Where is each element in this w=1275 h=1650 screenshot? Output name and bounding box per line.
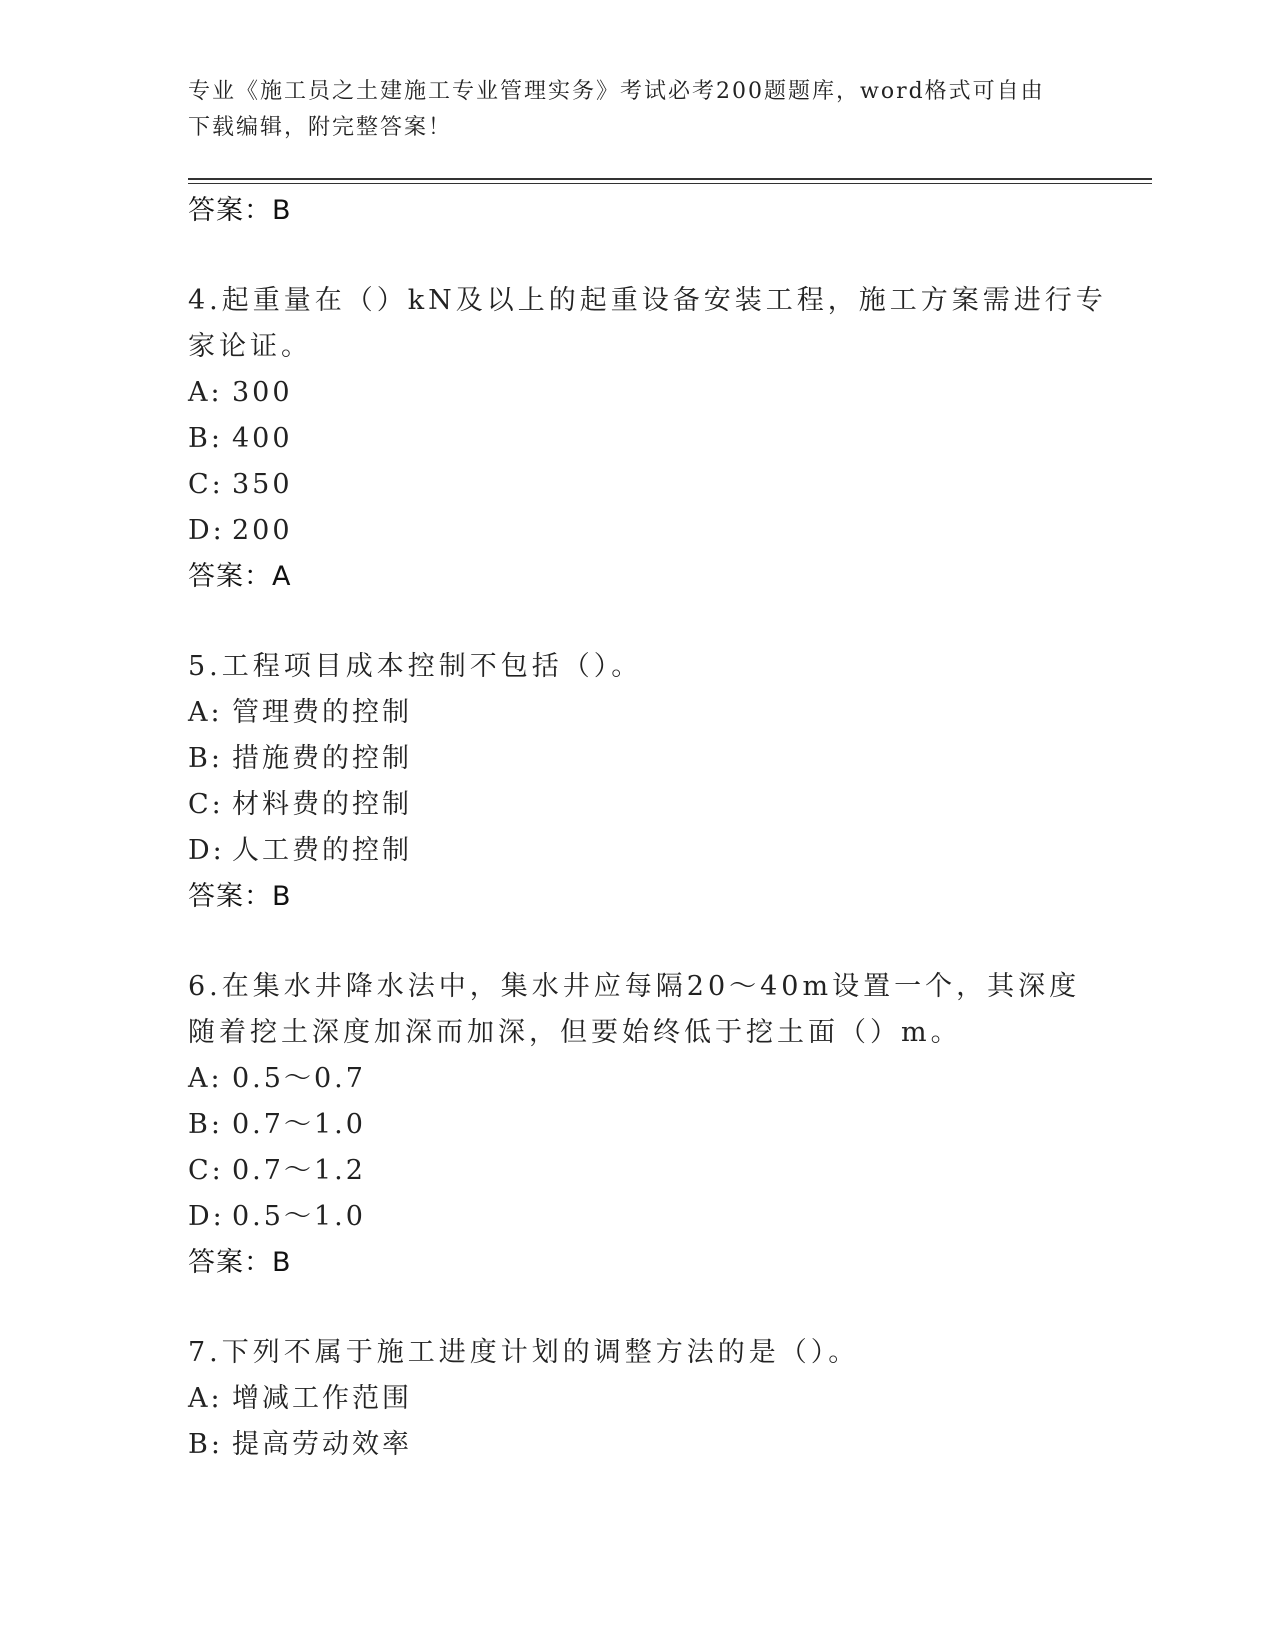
option-text: 管理费的控制: [232, 697, 412, 728]
option-text: 措施费的控制: [232, 743, 412, 774]
answer-line: 答案：B: [188, 1247, 292, 1278]
option-letter: B:: [188, 423, 223, 454]
question-item: [188, 1330, 1108, 1468]
option-b: [188, 416, 1108, 462]
option-text: 人工费的控制: [232, 835, 412, 866]
option-text: 0.7～1.0: [232, 1109, 366, 1140]
option-a: [188, 370, 1108, 416]
question-stem: 5.工程项目成本控制不包括（）。: [188, 651, 643, 682]
option-text: 200: [232, 515, 293, 546]
option-text: 400: [232, 423, 293, 454]
question-stem: 4.起重量在（）kN及以上的起重设备安装工程，施工方案需进行专家论证。: [188, 285, 1107, 362]
option-a: [188, 690, 1108, 736]
question-item: [188, 964, 1108, 1286]
header-rule-thick: [188, 178, 1152, 180]
option-text: 350: [232, 469, 293, 500]
option-d: [188, 1194, 1108, 1240]
question-item: [188, 278, 1108, 600]
option-letter: A:: [188, 1063, 223, 1094]
answer-line: 答案：B: [188, 195, 292, 226]
option-letter: C:: [188, 469, 224, 500]
option-letter: D:: [188, 515, 225, 546]
option-letter: A:: [188, 377, 223, 408]
option-text: 300: [232, 377, 293, 408]
option-letter: B:: [188, 1109, 223, 1140]
question-stem: 6.在集水井降水法中，集水井应每隔20～40m设置一个，其深度随着挖土深度加深而加深，但要始终低于挖土面（）m。: [188, 971, 1081, 1048]
option-letter: D:: [188, 1201, 225, 1232]
option-c: [188, 462, 1108, 508]
option-text: 0.7～1.2: [232, 1155, 366, 1186]
option-text: 材料费的控制: [232, 789, 412, 820]
option-letter: B:: [188, 743, 223, 774]
option-d: [188, 828, 1108, 874]
option-letter: D:: [188, 835, 225, 866]
option-a: [188, 1376, 1108, 1422]
option-letter: B:: [188, 1429, 223, 1460]
option-letter: A:: [188, 697, 223, 728]
option-letter: C:: [188, 789, 224, 820]
question-item: [188, 644, 1108, 920]
option-text: 0.5～1.0: [232, 1201, 366, 1232]
option-b: [188, 1422, 1108, 1468]
answer-line: 答案：B: [188, 881, 292, 912]
option-c: [188, 1148, 1108, 1194]
option-d: [188, 508, 1108, 554]
option-b: [188, 1102, 1108, 1148]
option-b: [188, 736, 1108, 782]
option-a: [188, 1056, 1108, 1102]
option-c: [188, 782, 1108, 828]
option-text: 0.5～0.7: [232, 1063, 366, 1094]
question-stem: 7.下列不属于施工进度计划的调整方法的是（）。: [188, 1337, 860, 1368]
header-rule-thin: [188, 183, 1152, 184]
answer-line: 答案：A: [188, 561, 292, 592]
option-text: 提高劳动效率: [232, 1429, 412, 1460]
question-list: [188, 188, 1108, 1468]
document-header: 专业《施工员之土建施工专业管理实务》考试必考200题题库，word格式可自由下载编辑，附完整答案！: [188, 79, 1045, 140]
option-letter: A:: [188, 1383, 223, 1414]
option-text: 增减工作范围: [232, 1383, 412, 1414]
option-letter: C:: [188, 1155, 224, 1186]
